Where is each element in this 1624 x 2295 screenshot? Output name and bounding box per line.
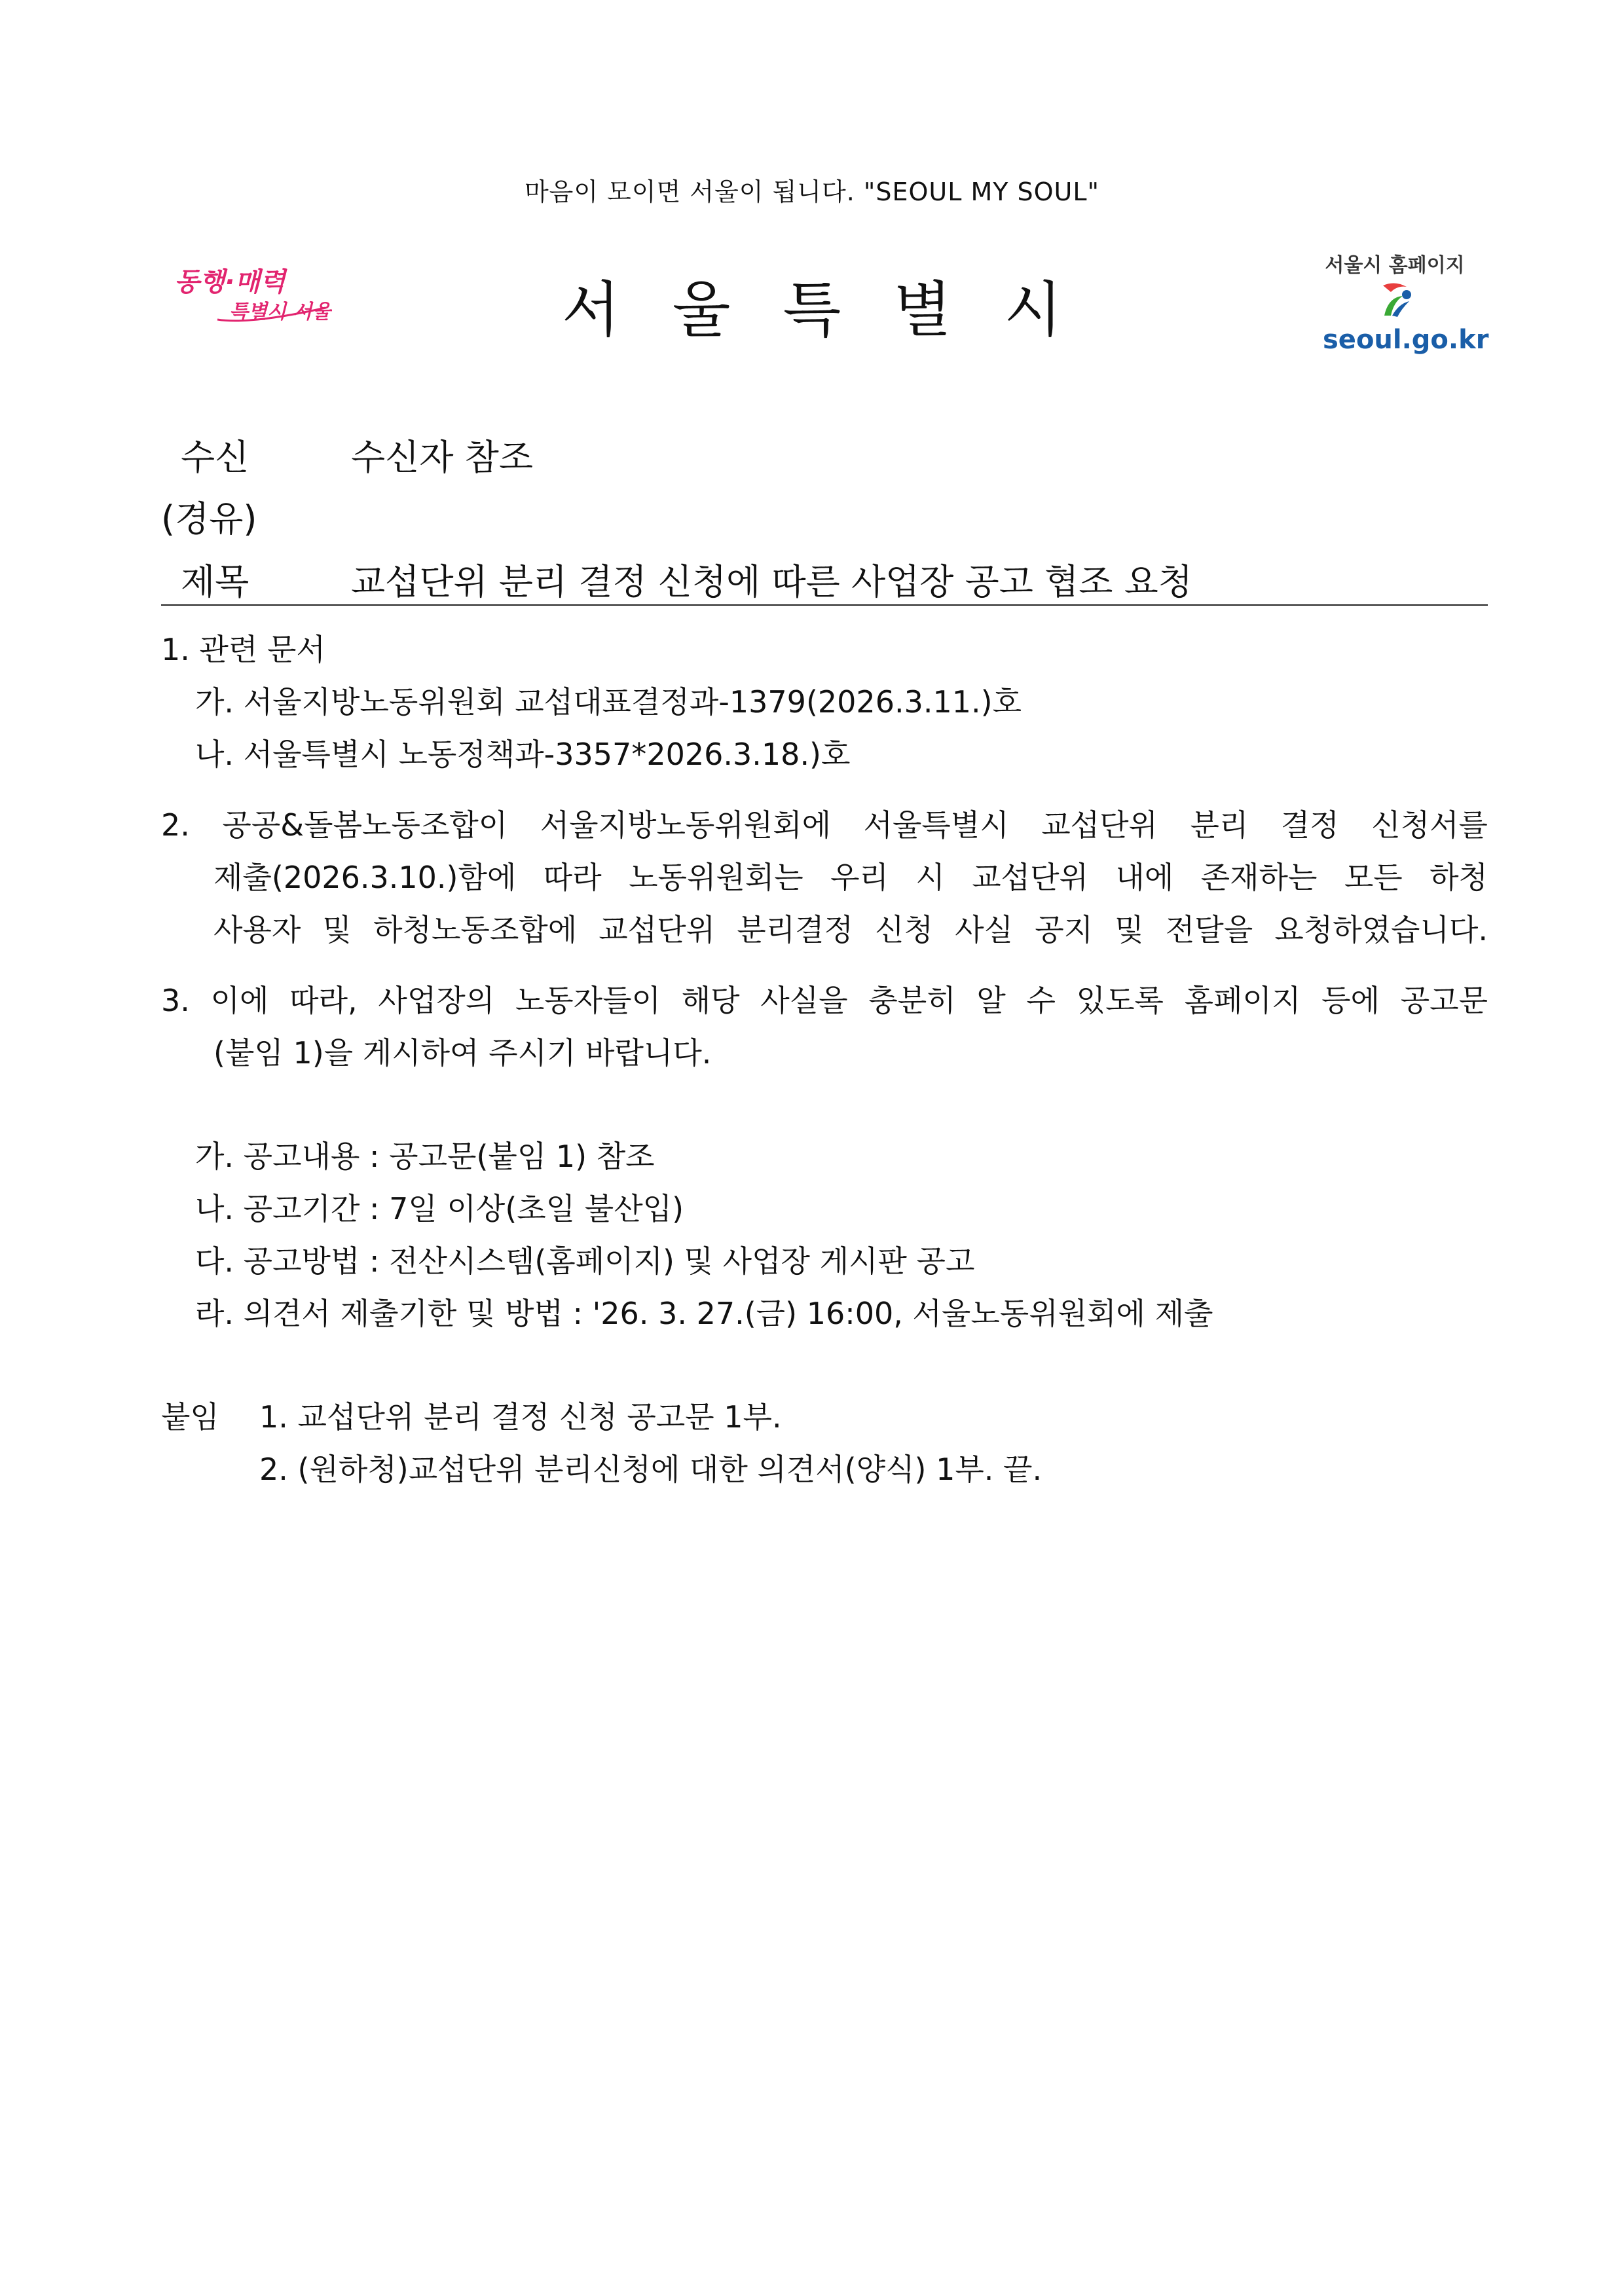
seoul-symbol-icon <box>1369 278 1421 320</box>
logo-left-top-text: 동행·매력 <box>174 267 286 297</box>
attachment-2: 2. (원하청)교섭단위 분리신청에 대한 의견서(양식) 1부. 끝. <box>259 1452 1043 1487</box>
slogan: 마음이 모이면 서울이 됩니다. "SEOUL MY SOUL" <box>524 177 1100 206</box>
seoul-homepage-logo <box>1323 249 1489 355</box>
item-3-d: 라. 의견서 제출기한 및 방법 : '26. 3. 27.(금) 16:00, 서울노동위원회에 제출 <box>195 1296 1213 1331</box>
attachments-label: 붙임 <box>161 1399 219 1435</box>
logo-left-bottom-text: 특별시 서울 <box>229 301 331 323</box>
subject-value: 교섭단위 분리 결정 신청에 따른 사업장 공고 협조 요청 <box>351 561 1192 602</box>
homepage-url: seoul.go.kr <box>1323 325 1489 355</box>
subject-label: 제목 <box>181 561 249 602</box>
item-3-c: 다. 공고방법 : 전산시스템(홈페이지) 및 사업장 게시판 공고 <box>195 1243 975 1279</box>
recipient-label: 수신 <box>181 437 249 478</box>
recipient-value: 수신자 참조 <box>351 437 533 478</box>
attachment-1: 1. 교섭단위 분리 결정 신청 공고문 1부. <box>259 1399 782 1435</box>
item-3-b: 나. 공고기간 : 7일 이상(초일 불산입) <box>195 1191 684 1226</box>
item-1-b: 나. 서울특별시 노동정책과-3357*2026.3.18.)호 <box>195 737 851 772</box>
via-label: (경유) <box>161 498 257 540</box>
item-1-title: 1. 관련 문서 <box>161 632 325 667</box>
header-divider <box>161 604 1488 606</box>
homepage-caption: 서울시 홈페이지 <box>1325 254 1465 277</box>
item-2-line-1: 2. 공공&돌봄노동조합이 서울지방노동위원회에 서울특별시 교섭단위 분리 결정 신청서를 <box>161 807 1488 843</box>
item-1-a: 가. 서울지방노동위원회 교섭대표결정과-1379(2026.3.11.)호 <box>195 684 1022 720</box>
organization-title: 서울특별시 <box>561 275 1115 345</box>
item-3-a: 가. 공고내용 : 공고문(붙임 1) 참조 <box>195 1139 655 1174</box>
item-3-line-1: 3. 이에 따라, 사업장의 노동자들이 해당 사실을 충분히 알 수 있도록 홈페이지 등에 공고문 <box>161 983 1488 1018</box>
item-2-line-2: 제출(2026.3.10.)함에 따라 노동위원회는 우리 시 교섭단위 내에 존재하는 모든 하청 <box>213 860 1488 895</box>
item-3-line-2: (붙임 1)을 게시하여 주시기 바랍니다. <box>213 1035 712 1071</box>
item-2-line-3: 사용자 및 하청노동조합에 교섭단위 분리결정 신청 사실 공지 및 전달을 요청하였습니다. <box>213 912 1488 947</box>
